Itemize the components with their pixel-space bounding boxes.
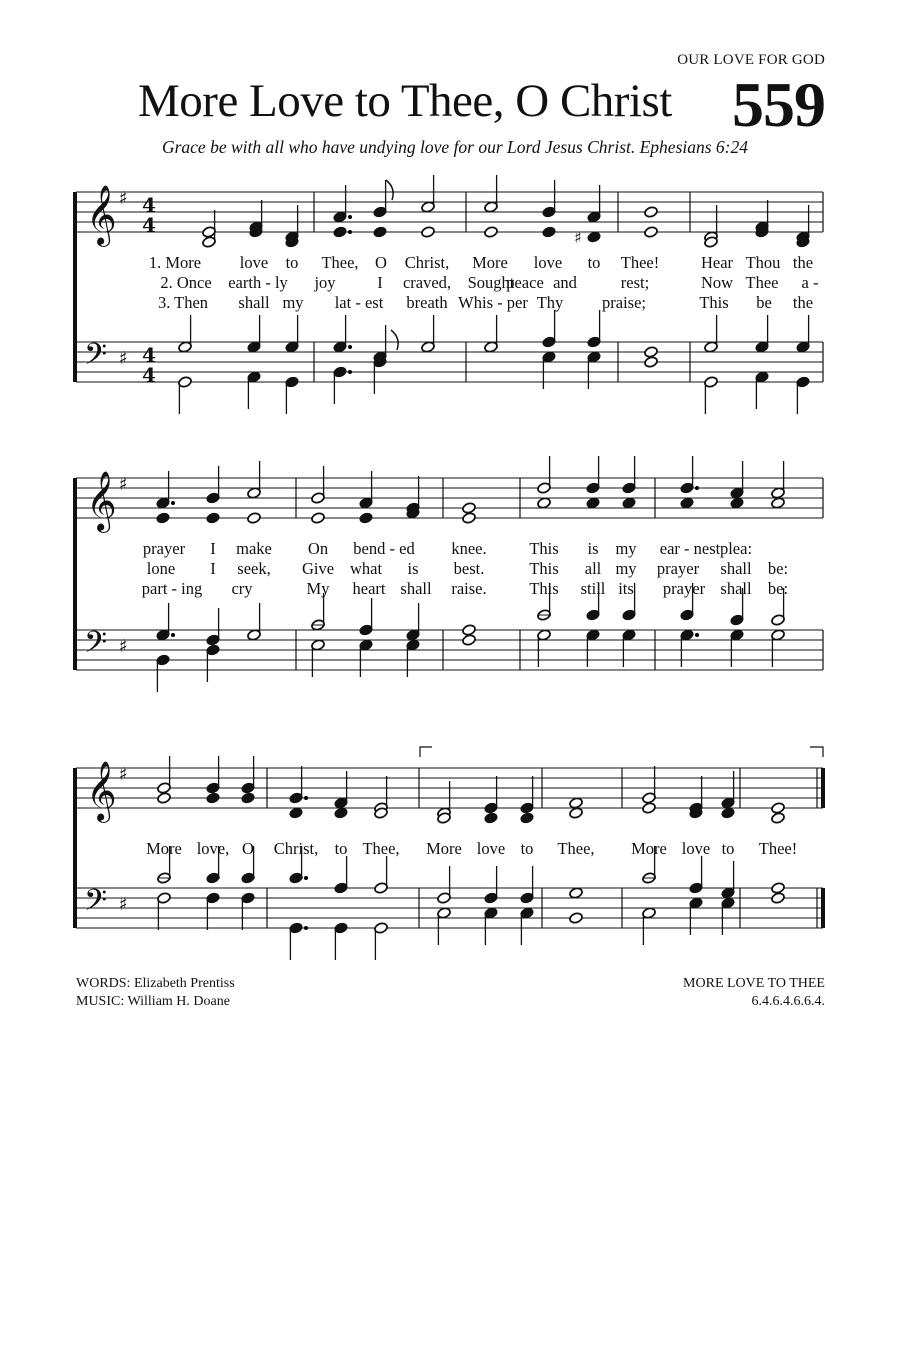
- lyric-syllable: love,: [196, 839, 230, 858]
- lyric-syllable: raise.: [451, 579, 487, 598]
- lyric-syllable: to: [520, 839, 534, 858]
- lyric-syllable: love: [476, 839, 506, 858]
- lyric-syllable: Give: [301, 559, 335, 578]
- lyric-syllable: prayer: [662, 579, 706, 598]
- lyric-syllable: rest;: [620, 273, 650, 292]
- note-head: [771, 882, 786, 895]
- lyric-syllable: shall: [720, 579, 752, 598]
- lyric-syllable: is: [587, 539, 599, 558]
- bass-clef-icon: 𝄢: [84, 884, 108, 925]
- lyric-syllable: On: [307, 539, 329, 558]
- lyric-syllable: its: [618, 579, 634, 598]
- note-head: [569, 797, 584, 810]
- note-head: [771, 812, 786, 825]
- note-head: [771, 892, 786, 905]
- lyric-syllable: my: [615, 559, 637, 578]
- words-credit: WORDS: Elizabeth Prentiss: [76, 976, 235, 991]
- lyric-syllable: plea:: [719, 539, 753, 558]
- lyric-syllable: prayer: [656, 559, 700, 578]
- hymn-number: 559: [732, 69, 825, 140]
- sharp-icon: ♯: [119, 894, 128, 915]
- note-head: [642, 802, 657, 815]
- tune-name: MORE LOVE TO THEE: [683, 976, 825, 991]
- treble-clef-icon: 𝄞: [86, 761, 117, 821]
- lyric-syllable: Thee: [745, 273, 779, 292]
- lyric-syllable: the: [792, 253, 814, 272]
- lyric-syllable: still: [580, 579, 606, 598]
- lyric-syllable: is: [407, 559, 419, 578]
- lyric-syllable: to: [721, 839, 735, 858]
- note-head: [520, 812, 535, 825]
- lyric-syllable: shall: [720, 559, 752, 578]
- lyric-syllable: to: [334, 839, 348, 858]
- sharp-icon: ♯: [119, 474, 128, 495]
- lyric-syllable: part - ing: [141, 579, 203, 598]
- lyric-syllable: knee.: [451, 539, 487, 558]
- lyric-syllable: breath: [406, 293, 448, 312]
- note-head: [334, 807, 349, 820]
- lyric-syllable: Thee,: [557, 839, 595, 858]
- sharp-icon: ♯: [119, 188, 128, 209]
- time-signature: 4: [142, 213, 156, 237]
- lyric-syllable: 3. Then: [157, 293, 209, 312]
- lyric-syllable: I: [210, 539, 216, 558]
- lyric-syllable: 2. Once: [160, 273, 212, 292]
- lyric-syllable: peace: [506, 273, 544, 292]
- lyric-syllable: Thou: [745, 253, 781, 272]
- lyric-syllable: lat - est: [334, 293, 384, 312]
- hymn-category: OUR LOVE FOR GOD: [677, 52, 825, 68]
- lyric-syllable: and: [553, 273, 577, 292]
- lyric-syllable: My: [306, 579, 330, 598]
- lyric-syllable: Thee,: [362, 839, 400, 858]
- note-head: [569, 912, 584, 925]
- lyric-syllable: bend - ed: [353, 539, 415, 558]
- lyric-syllable: I: [210, 559, 216, 578]
- bass-clef-icon: 𝄢: [84, 626, 108, 667]
- lyric-syllable: joy: [314, 273, 336, 292]
- lyric-syllable: Christ,: [404, 253, 450, 272]
- lyric-syllable: Thee!: [758, 839, 798, 858]
- sharp-icon: ♯: [119, 764, 128, 785]
- lyric-syllable: Thee,: [321, 253, 359, 272]
- lyric-syllable: O: [375, 253, 387, 272]
- treble-clef-icon: 𝄞: [86, 471, 117, 531]
- lyric-syllable: Thee!: [620, 253, 660, 272]
- hymn-title: More Love to Thee, O Christ: [138, 75, 672, 127]
- lyric-syllable: be:: [767, 579, 789, 598]
- time-signature: 4: [142, 193, 156, 217]
- lyric-syllable: be: [756, 293, 772, 312]
- note-head: [721, 807, 736, 820]
- lyric-syllable: earth - ly: [228, 273, 288, 292]
- treble-clef-icon: 𝄞: [86, 185, 117, 245]
- lyric-syllable: This: [529, 539, 559, 558]
- lyric-syllable: love: [681, 839, 711, 858]
- lyric-syllable: Whis - per: [458, 293, 528, 312]
- lyric-syllable: praise;: [602, 293, 646, 312]
- lyric-syllable: Sought: [467, 273, 515, 292]
- lyric-syllable: be:: [767, 559, 789, 578]
- lyric-syllable: lone: [146, 559, 176, 578]
- lyric-syllable: More: [146, 839, 182, 858]
- lyric-syllable: prayer: [142, 539, 186, 558]
- lyric-syllable: to: [285, 253, 299, 272]
- tune-info: [683, 975, 825, 1011]
- lyric-syllable: a -: [801, 273, 819, 292]
- note-head: [484, 812, 499, 825]
- lyric-syllable: Now: [700, 273, 734, 292]
- sharp-icon: ♯: [574, 228, 582, 247]
- dot: [304, 876, 308, 880]
- lyric-syllable: love: [239, 253, 269, 272]
- lyric-syllable: More: [631, 839, 667, 858]
- time-signature: 4: [142, 363, 156, 387]
- lyric-syllable: love: [533, 253, 563, 272]
- time-signature: 4: [142, 343, 156, 367]
- sharp-icon: ♯: [119, 636, 128, 657]
- lyric-syllable: make: [236, 539, 272, 558]
- lyric-syllable: I: [377, 273, 383, 292]
- lyric-syllable: This: [699, 293, 729, 312]
- refrain-bracket: [420, 747, 432, 757]
- dot: [304, 926, 308, 930]
- note-head: [569, 807, 584, 820]
- note-head: [771, 802, 786, 815]
- lyric-syllable: More: [472, 253, 508, 272]
- lyric-syllable: shall: [400, 579, 432, 598]
- music-credit: MUSIC: William H. Doane: [76, 994, 230, 1009]
- lyric-syllable: craved,: [402, 273, 452, 292]
- sharp-icon: ♯: [119, 348, 128, 369]
- lyric-syllable: seek,: [237, 559, 271, 578]
- lyric-syllable: my: [615, 539, 637, 558]
- meter: 6.4.6.4.6.6.4.: [751, 994, 825, 1009]
- lyric-syllable: Thy: [536, 293, 564, 312]
- lyric-syllable: This: [529, 579, 559, 598]
- lyric-syllable: More: [426, 839, 462, 858]
- note-head: [289, 807, 304, 820]
- lyric-syllable: best.: [453, 559, 485, 578]
- lyric-syllable: O: [242, 839, 254, 858]
- note-head: [569, 887, 584, 900]
- credits: [76, 975, 235, 1011]
- lyric-syllable: all: [584, 559, 602, 578]
- lyric-syllable: Christ,: [273, 839, 319, 858]
- lyric-syllable: 1. More: [148, 253, 202, 272]
- lyric-syllable: my: [282, 293, 304, 312]
- lyric-refrain: [0, 839, 900, 859]
- lyric-syllable: to: [587, 253, 601, 272]
- lyric-syllable: the: [792, 293, 814, 312]
- scripture-epigraph: Grace be with all who have undying love for our Lord Jesus Christ. Ephesians 6:24: [161, 137, 749, 157]
- lyric-syllable: Hear: [700, 253, 734, 272]
- lyric-syllable: what: [349, 559, 383, 578]
- refrain-bracket: [810, 747, 823, 757]
- dot: [304, 796, 308, 800]
- note-head: [157, 792, 172, 805]
- lyric-syllable: heart: [352, 579, 386, 598]
- lyric-syllable: cry: [231, 579, 253, 598]
- note-head: [206, 792, 221, 805]
- lyric-syllable: This: [529, 559, 559, 578]
- lyric-syllable: ear - nest: [659, 539, 721, 558]
- bass-clef-icon: 𝄢: [84, 338, 108, 379]
- lyric-syllable: shall: [238, 293, 270, 312]
- note-head: [241, 792, 256, 805]
